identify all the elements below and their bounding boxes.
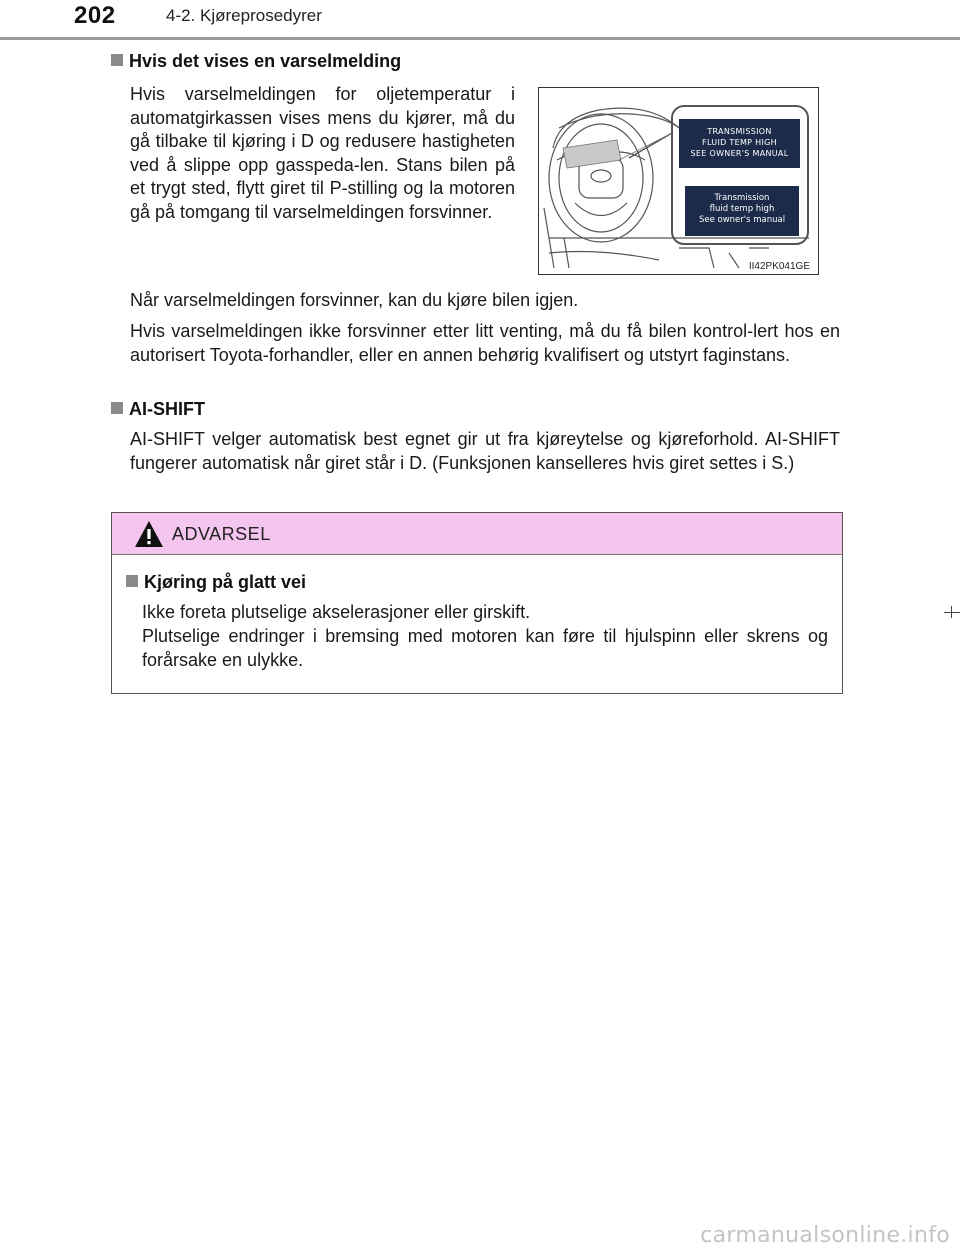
header-rule: [0, 37, 960, 40]
page-header: [0, 0, 960, 40]
watermark: carmanualsonline.info: [700, 1223, 950, 1248]
figure-code: II42PK041GE: [748, 261, 810, 272]
chapter-title: 4-2. Kjøreprosedyrer: [166, 6, 322, 25]
warning-text: [142, 600, 828, 672]
section-title-warning-message: Hvis det vises en varselmelding: [111, 51, 401, 72]
warning-box: [111, 512, 843, 694]
bullet-square-icon: [111, 54, 123, 66]
warning-message-display-lower: Transmission fluid temp high See owner's manual: [685, 186, 799, 236]
warning-subtitle: Kjøring på glatt vei: [126, 572, 306, 593]
steering-wheel-illustration: [539, 88, 818, 274]
bullet-square-icon: [111, 402, 123, 414]
warning-triangle-icon: [134, 520, 164, 548]
section-title-ai-shift: AI-SHIFT: [111, 399, 205, 420]
warning-label: ADVARSEL: [172, 524, 271, 544]
bullet-square-icon: [126, 575, 138, 587]
paragraph-message-disappears: Når varselmeldingen forsvinner, kan du kjøre bilen igjen.: [130, 290, 579, 310]
paragraph-contact-dealer: Hvis varselmeldingen ikke forsvinner etter litt venting, må du få bilen kontrol-lert hos en autorisert Toyota-forhandler, eller en annen behørig kvalifisert og utstyrt faginstans.: [130, 321, 840, 365]
margin-mark: [944, 612, 960, 613]
warning-line-1: Ikke foreta plutselige akselerasjoner eller girskift.: [142, 602, 531, 622]
warning-line-2: Plutselige endringer i bremsing med motoren kan føre til hjulspinn eller skrens og forårsake en ulykke.: [142, 626, 828, 670]
warning-header: [112, 513, 842, 555]
warning-message-display-upper: TRANSMISSION FLUID TEMP HIGH SEE OWNER'S MANUAL: [679, 119, 800, 168]
margin-tick: [951, 606, 952, 618]
intro-paragraph: Hvis varselmeldingen for oljetemperatur i automatgirkassen vises mens du kjører, må du gå tilbake til kjøring i D og redusere hastigheten ved å slippe opp gasspeda-len. Stans bilen på et trygt sted, flytt giret til P-stilling og la motoren gå på tomgang til varselmeldingen forsvinner.: [130, 84, 515, 222]
page-number: 202: [74, 2, 116, 29]
dashboard-illustration: [538, 87, 819, 275]
paragraph-ai-shift: AI-SHIFT velger automatisk best egnet gir ut fra kjøreytelse og kjøreforhold. AI-SHIFT fungerer automatisk når giret står i D. (Funksjonen kanselleres hvis giret settes i S.): [130, 429, 840, 473]
